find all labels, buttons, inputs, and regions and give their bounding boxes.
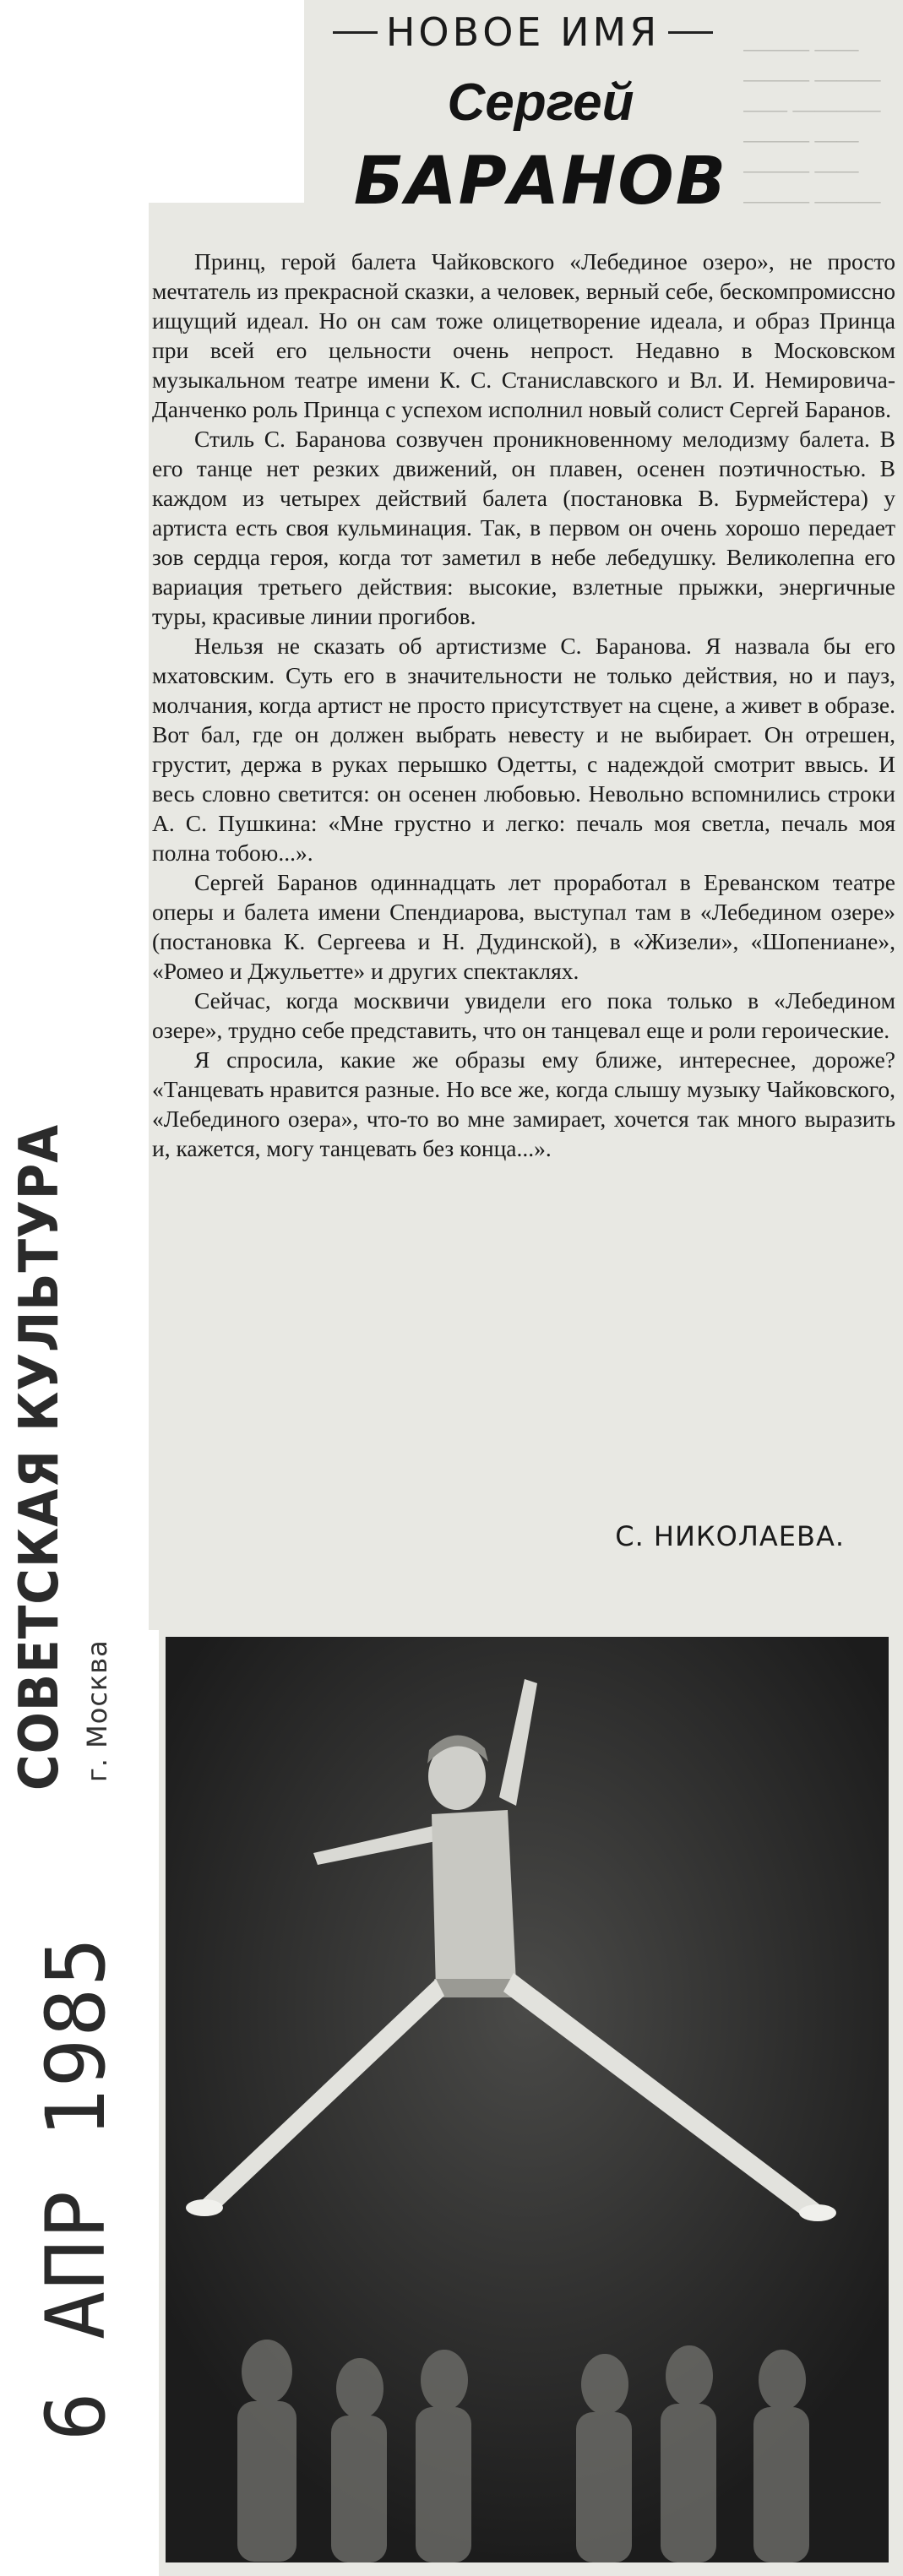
author-signature: С. НИКОЛАЕВА. xyxy=(615,1520,845,1552)
stamp-city: г. Москва xyxy=(81,1639,113,1782)
newspaper-stamp xyxy=(3,1123,147,2449)
rubric-title: НОВОЕ ИМЯ xyxy=(385,9,661,55)
rubric-left-dash xyxy=(333,31,378,34)
bleed-through-text: ——— —— ——— ——— —— ———— ——— —— ——— —— ——— ——— xyxy=(743,36,881,213)
rubric xyxy=(324,7,721,57)
dancer-photo xyxy=(166,1637,889,2562)
article-paragraph: Сергей Баранов одиннадцать лет проработал в Ереванском театре оперы и балета имени Спендиарова, выступал там в «Лебедином озере» (постановка К. Сергеева и Н. Дудинской), в «Жизели», «Шопениане», «Ромео и Джульетте» и других спектаклях. xyxy=(152,869,895,984)
article-paragraph: Принц, герой балета Чайковского «Лебединое озеро», не просто мечтатель из прекрасной сказки, а человек, верный себе, бескомпромиссно ищущий идеал. Но он сам тоже олицетворение идеала, и образ Принца при всей его цельности очень непрост. Недавно в Московском музыкальном театре имени К. С. Станиславского и Вл. И. Немировича-Данченко роль Принца с успехом исполнил новый солист Сергей Баранов. xyxy=(152,248,895,422)
headline-last-name: БАРАНОВ xyxy=(353,144,728,220)
article-paragraph: Нельзя не сказать об артистизме С. Баранова. Я назвала бы его мхатовским. Суть его в значительности не только действия, но и пауз, молчания, когда артист не просто присутствует на сцене, а живет в образе. Вот бал, где он должен выбрать невесту и не выбирает. Он отрешен, грустит, держа в руках перышко Одетты, с надеждой смотрит ввысь. И весь словно светится: он осенен любовью. Невольно вспомнились строки А. С. Пушкина: «Мне грустно и легко: печаль моя светла, печаль моя полна тобою...». xyxy=(152,633,895,866)
stamp-date: 6 АПР 1985 xyxy=(29,1936,123,2441)
article-paragraph: Сейчас, когда москвичи увидели его пока только в «Лебедином озере», трудно себе представить, что он танцевал еще и роли героические. xyxy=(152,987,895,1043)
dancer-leap-illustration xyxy=(166,1637,889,2562)
article-paragraph: Я спросила, какие же образы ему ближе, интереснее, дороже? «Танцевать нравится разные. Но все же, когда слышу музыку Чайковского, «Лебединого озера», что-то во мне замирает, хочется так много выразить и, кажется, могу танцевать без конца...». xyxy=(152,1046,895,1161)
article-body xyxy=(152,247,895,1163)
headline-first-name: Сергей xyxy=(447,73,634,132)
article-paragraph: Стиль С. Баранова созвучен проникновенному мелодизму балета. В его танце нет резких движений, он плавен, осенен поэтичностью. В каждом из четырех действий балета (постановка В. Бурмейстера) у артиста есть своя кульминация. Так, в первом он очень хорошо передает зов сердца героя, когда тот заметил в небе лебедушку. Великолепна его вариация третьего действия: высокие, взлетные прыжки, энергичные туры, красивые линии прогибов. xyxy=(152,426,895,629)
rubric-right-dash xyxy=(668,31,713,34)
stamp-newspaper-name: СОВЕТСКАЯ КУЛЬТУРА xyxy=(7,1123,71,1791)
